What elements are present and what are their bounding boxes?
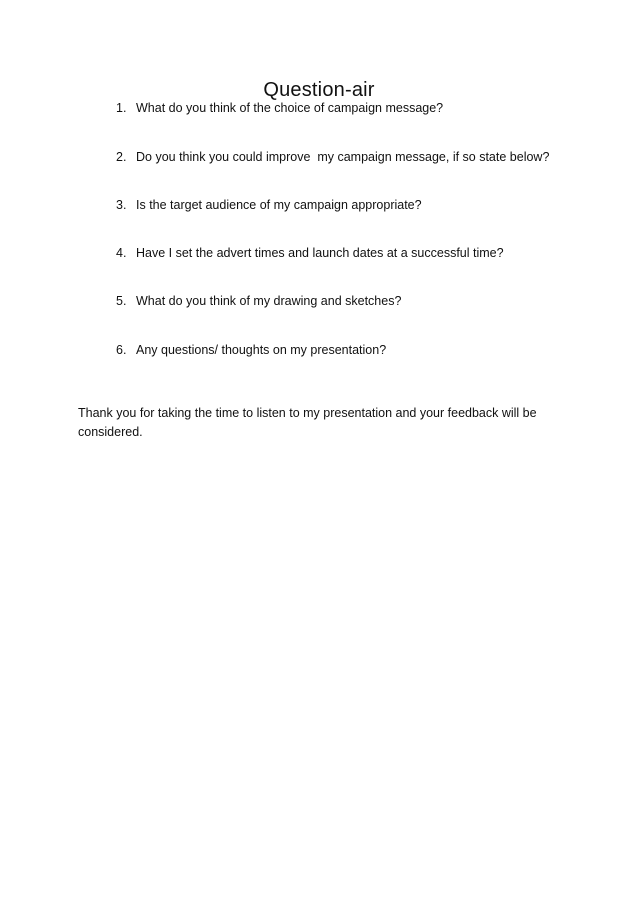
question-item <box>116 293 616 309</box>
question-number: 5. <box>116 294 127 308</box>
question-item <box>116 342 616 358</box>
question-text: Do you think you could improve my campaign message, if so state below? <box>136 150 550 164</box>
question-text: Any questions/ thoughts on my presentation? <box>136 343 387 357</box>
question-text: Have I set the advert times and launch dates at a successful time? <box>136 246 504 260</box>
question-item <box>116 245 616 261</box>
question-number: 4. <box>116 246 127 260</box>
question-text: What do you think of my drawing and sketches? <box>136 294 402 308</box>
question-text: What do you think of the choice of campaign message? <box>136 101 444 115</box>
page-title: Question-air <box>263 79 375 101</box>
question-number: 3. <box>116 198 127 212</box>
closing-paragraph: Thank you for taking the time to listen to my presentation and your feedback will be considered. <box>78 406 537 439</box>
question-number: 2. <box>116 150 127 164</box>
question-number: 6. <box>116 343 127 357</box>
question-item <box>116 197 616 213</box>
question-item <box>116 149 616 165</box>
question-item <box>116 100 616 116</box>
question-number: 1. <box>116 101 127 115</box>
question-text: Is the target audience of my campaign appropriate? <box>136 198 422 212</box>
